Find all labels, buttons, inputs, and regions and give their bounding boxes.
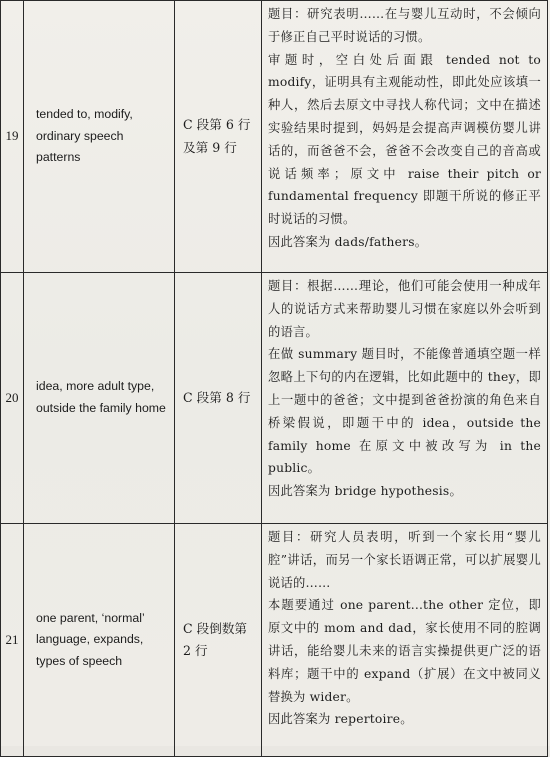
analysis-question: 题目：研究人员表明，听到一个家长用“婴儿腔”讲话，而另一个家长语调正常，可以扩展婴儿说话的…… <box>268 530 541 590</box>
analysis-body: 在做 summary 题目时，不能像普通填空题一样忽略上下句的内在逻辑，比如此题中的 they，即上一题中的爸爸；文中提到爸爸扮演的角色来自桥梁假说，即题干中的 idea，outside the family home 在原文中被改写为 in the public。 <box>268 347 541 476</box>
analysis-question: 题目：研究表明……在与婴儿互动时，不会倾向于修正自己平时说话的习惯。 <box>268 7 541 44</box>
keywords-cell: tended to, modify, ordinary speech patterns <box>24 1 175 273</box>
location-cell: C 段第 6 行及第 9 行 <box>175 1 262 273</box>
keywords-cell: one parent, ‘normal’ language, expands, types of speech <box>24 524 175 757</box>
question-number: 19 <box>1 1 24 273</box>
analysis-answer: 因此答案为 bridge hypothesis。 <box>268 484 462 499</box>
table-row <box>1 524 548 757</box>
location-cell: C 段倒数第 2 行 <box>175 524 262 757</box>
analysis-answer: 因此答案为 repertoire。 <box>268 712 413 727</box>
analysis-body: 审题时，空白处后面跟 tended not to modify，证明具有主观能动性，即此处应该填一种人，然后去原文中寻找人称代词；文中在描述实验结果时提到，妈妈是会提高声调模仿婴儿讲话的，而爸爸不会，爸爸不会改变自己的音高或说话频率；原文中 raise their pitch or fundamental frequency 即题干所说的修正平时说话的习惯。 <box>268 52 541 227</box>
table-row <box>1 273 548 524</box>
analysis-question: 题目：根据……理论，他们可能会使用一种成年人的说话方式来帮助婴儿习惯在家庭以外会听到的语言。 <box>268 279 541 339</box>
analysis-cell <box>262 524 548 757</box>
analysis-cell <box>262 1 548 273</box>
analysis-cell <box>262 273 548 524</box>
analysis-answer: 因此答案为 dads/fathers。 <box>268 234 428 249</box>
location-cell: C 段第 8 行 <box>175 273 262 524</box>
analysis-body: 本题要通过 one parent...the other 定位，即原文中的 mom and dad，家长使用不同的腔调讲话，能给婴儿未来的语言实操提供更广泛的语料库；题干中的 expand（扩展）在文中被同义替换为 wider。 <box>268 598 541 704</box>
keywords-cell: idea, more adult type, outside the family home <box>24 273 175 524</box>
question-number: 20 <box>1 273 24 524</box>
table-row <box>1 1 548 273</box>
question-number: 21 <box>1 524 24 757</box>
